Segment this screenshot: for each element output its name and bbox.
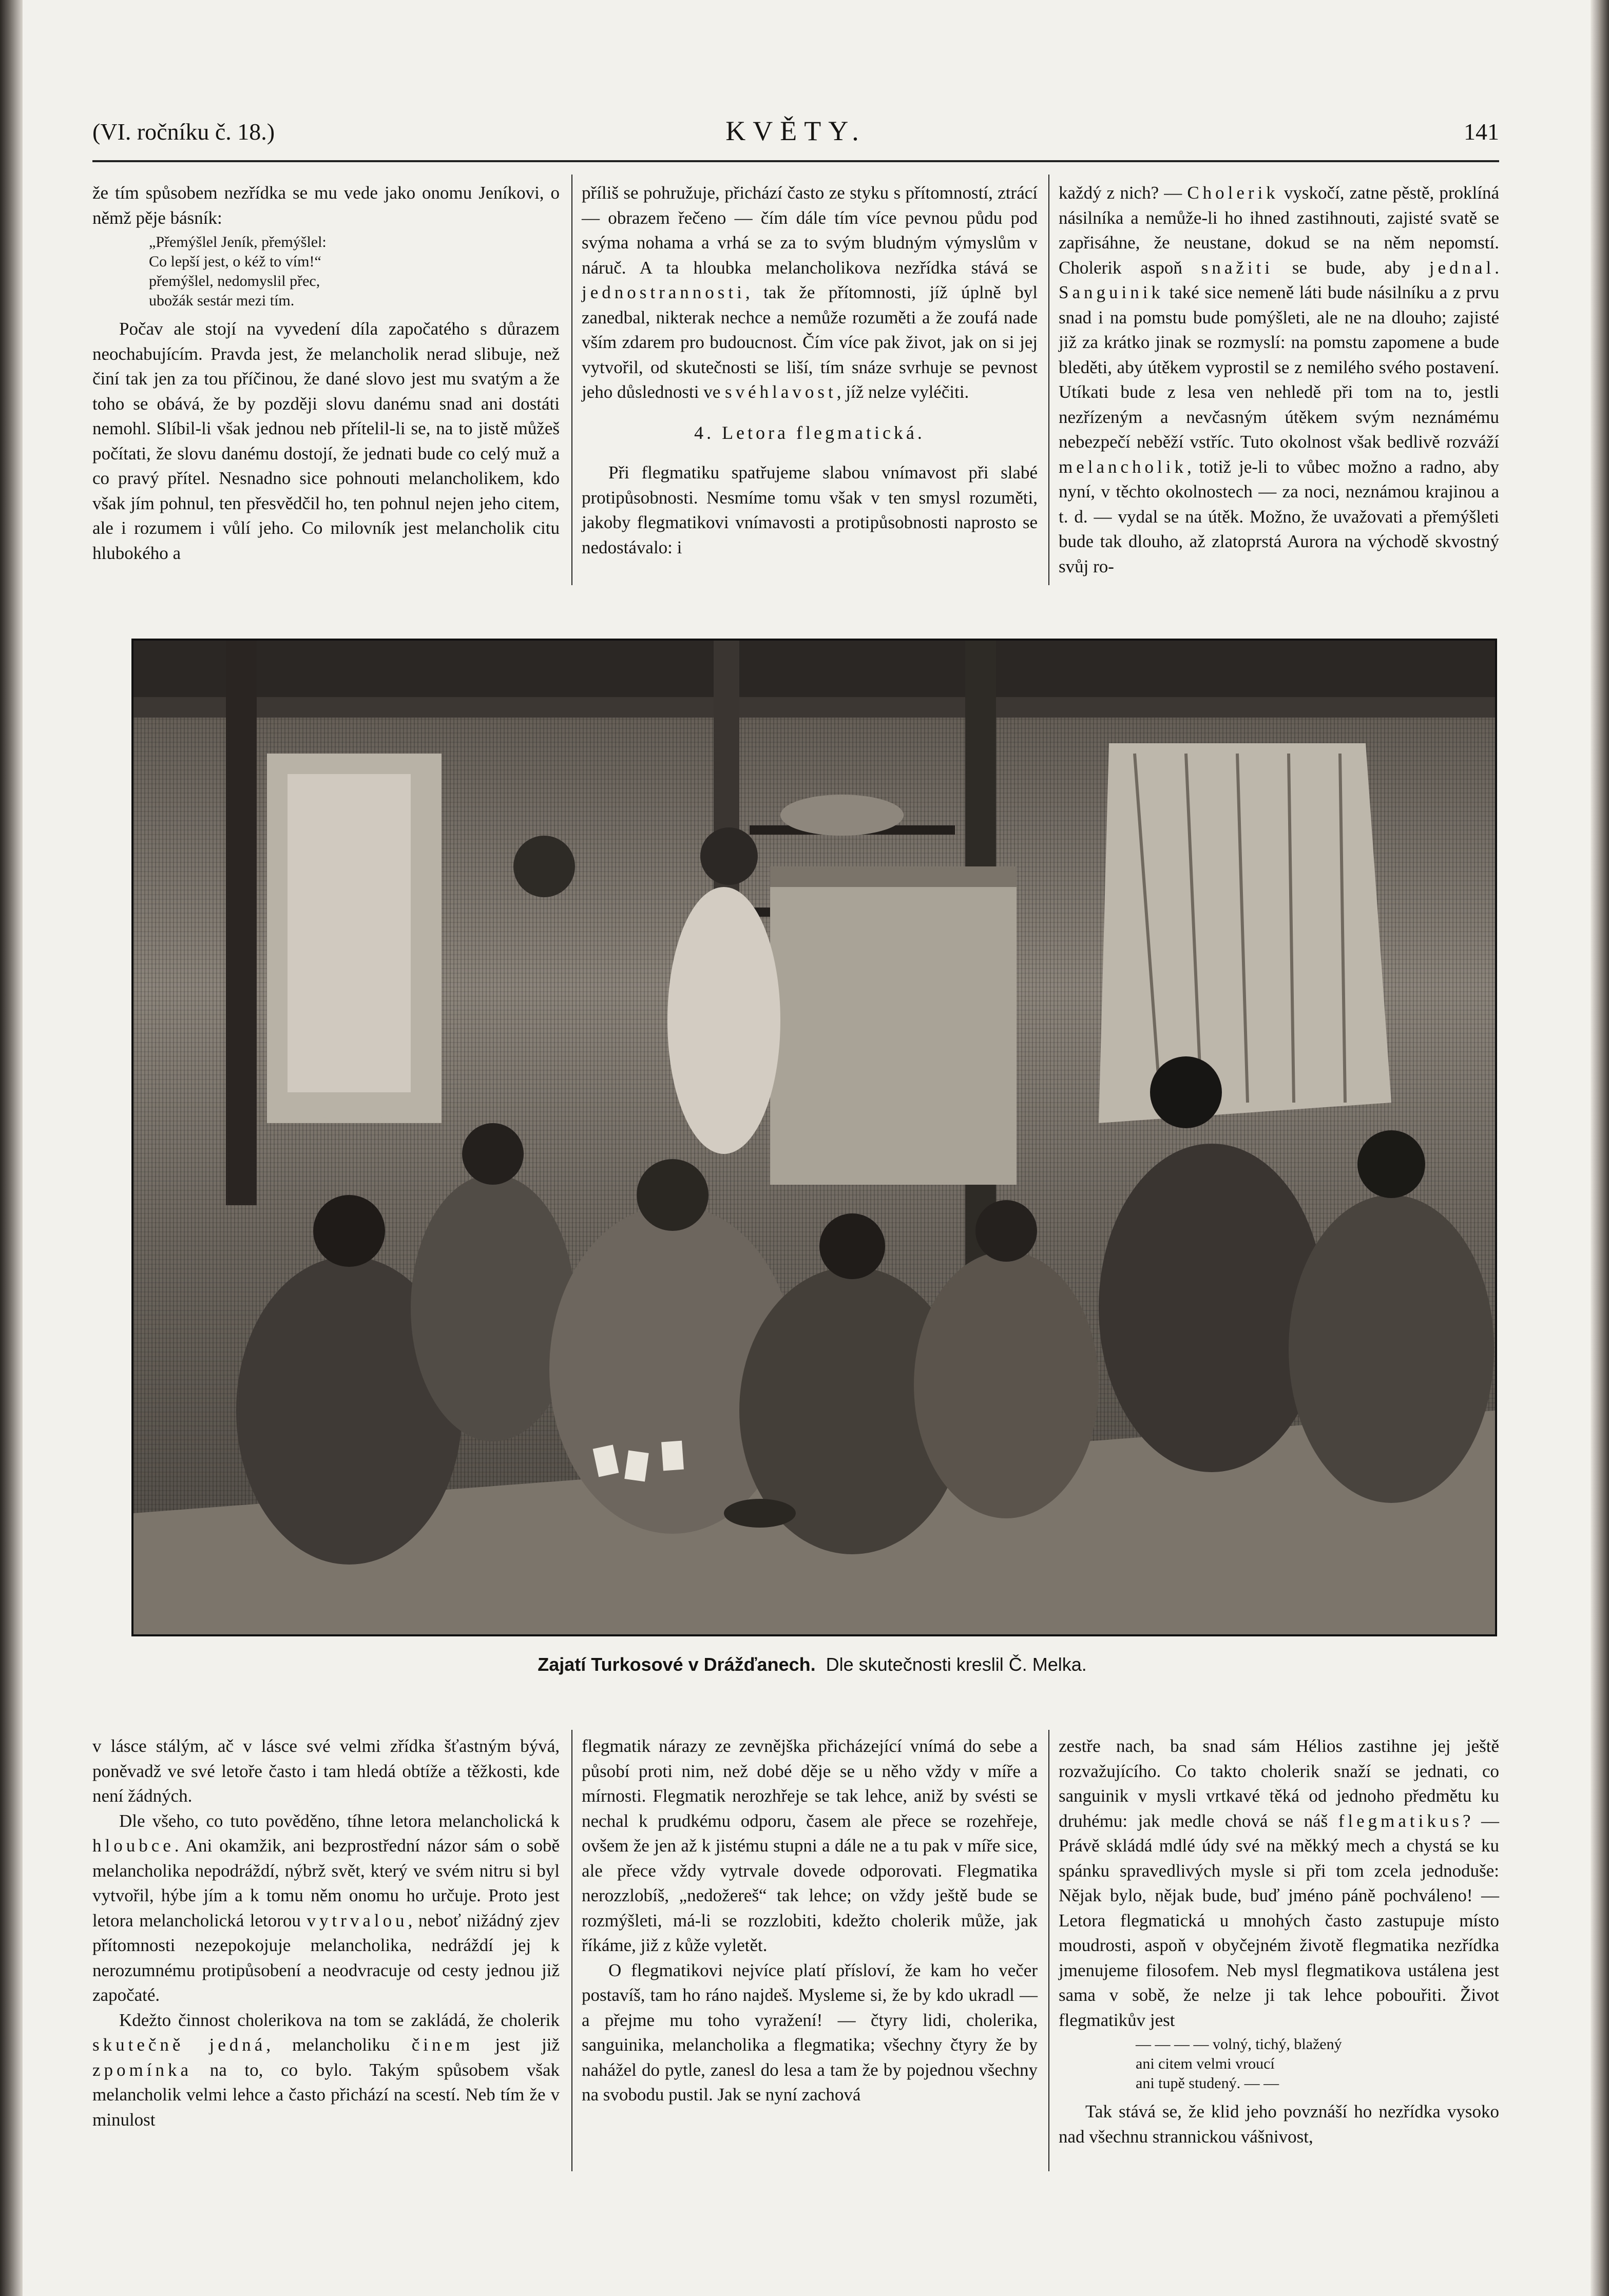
text-run: Kdežto činnost cholerikova na tom se zakládá, že cholerik [119, 2010, 560, 2030]
text-run: , melancholiku [266, 2035, 390, 2055]
column-divider [571, 1730, 572, 2171]
bottom-column-1 [92, 1734, 560, 2132]
paragraph: O flegmatikovi nejvíce platí přísloví, že kam ho večer postavíš, tam ho ráno najdeš. Mysleme si, že by kdo ukradl — a přejme mu toho vyražení! — čtyry lidi, cholerika, sanguinika, melancholika a flegmatika; všechny čtyry že by nahážel do pytle, zanesl do lesa a tam že by pojednou všechny na svobodu pustil. Jak se nyní zachová [582, 1960, 1038, 2105]
spaced-emphasis: Sanguinik [1059, 282, 1164, 302]
spaced-emphasis: melancholik [1059, 456, 1187, 477]
issue-label: (VI. ročníku č. 18.) [92, 119, 275, 145]
paragraph [1059, 181, 1499, 579]
page-number: 141 [1464, 119, 1499, 145]
paragraph [1059, 1734, 1499, 2033]
top-column-1 [92, 181, 560, 566]
text-run: příliš se pohružuje, přichází často ze styku s přítomností, ztrácí — obrazem řečeno — čím dále tím více pevnou půdu pod svýma nohama a vrhá se za to svým bludným výmyslům v náruč. A ta hloubka melancholikova nezřídka stává se [582, 183, 1038, 278]
poem-line: „Přemýšlel Jeník, přemýšlel: [149, 234, 327, 250]
text-run: na to, co bylo. Takým spůsobem však melancholik velmi lehce a často přichází na scestí. Neb tím že v minulost [92, 2059, 560, 2130]
paragraph: Tak stává se, že klid jeho povznáší ho nezřídka vysoko nad všechnu strannickou vášnivost, [1059, 2101, 1499, 2147]
bottom-column-2 [582, 1734, 1038, 2108]
top-column-3 [1059, 181, 1499, 579]
spaced-emphasis: jednal [1429, 257, 1495, 278]
text-run: zestře nach, ba snad sám Hélios zastihne jej ještě rozvažujícího. Co takto cholerik snaží se jednati, co sanguinik v mysli vrtkavé těká od jednoho předmětu ku druhému: jak medle chová se náš [1059, 1736, 1499, 1831]
page-edge-left [0, 0, 23, 2296]
journal-title: KVĚTY. [725, 115, 866, 146]
spaced-emphasis: Cholerik [1187, 183, 1279, 203]
paragraph: Při flegmatiku spatřujeme slabou vnímavost při slabé protipůsobnosti. Nesmíme tomu však v ten smysl rozuměti, jakoby flegmatikovi vnímavosti a protipůsobnosti naprosto se nedostávalo: i [582, 462, 1038, 557]
text-run: , totiž je-li to vůbec možno a radno, aby nyní, v těchto okolnostech — za noci, neznámou krajinou a t. d. — vydal se na útěk. Možno, že uvažovati a přemýšleti bude tak dlouho, až zlatoprstá Aurora na východě skvostný svůj ro- [1059, 456, 1499, 576]
illustration-caption [131, 1654, 1493, 1675]
paragraph [92, 2008, 560, 2133]
header-rule [92, 160, 1499, 162]
text-run: , jíž nelze vyléčiti. [836, 382, 969, 402]
spaced-emphasis: činem [411, 2035, 474, 2055]
text-run: vyskočí, zatne pěstě, proklíná násilníka a nemůže-li ho ihned zastihnouti, zajisté svatě se zapřisáhne, že neustane, dokud se na něm nepomstí. Cholerik aspoň [1059, 183, 1499, 278]
text-run: každý z nich? — [1059, 183, 1182, 203]
page-header [92, 113, 1499, 159]
paragraph [582, 181, 1038, 405]
spaced-emphasis: svéhlavost [725, 382, 837, 402]
paragraph: v lásce stálým, ač v lásce své velmi zřídka šťastným bývá, poněvadž ve své letoře často i tam hledá obtíže a těžkosti, kde není žádných. [92, 1736, 560, 1806]
caption-title: Zajatí Turkosové v Drážďanech. [538, 1654, 816, 1675]
text-run: , tak že přítomnosti, jíž úplně byl zanedbal, nikterak nechce a nemůže rozuměti a že zoufá nade vším zdarem pro budoucnost. Čím více pak život, jak on si jej vytvořil, od skutečnosti se liší, tím snáze svrhuje se pevnost jeho důslednosti ve [582, 282, 1038, 402]
poem-line: — — — — volný, tichý, blažený [1136, 2036, 1342, 2053]
engraving-scene [133, 641, 1495, 1634]
poem-line: přemýšlel, nedomyslil přec, [149, 273, 320, 290]
column-divider [1048, 1730, 1049, 2171]
spaced-emphasis: skutečně jedná [92, 2035, 266, 2055]
text-run: , neboť nižádný zjev přítomnosti nezepokojuje melancholika, nedráždí jej k nerozumnému protipůsobení a neodvracuje od cesty jednou již započaté. [92, 1910, 560, 2005]
paragraph [92, 1809, 560, 2008]
top-column-2 [582, 181, 1038, 560]
column-divider [1048, 175, 1049, 585]
spaced-emphasis: snažiti [1201, 257, 1274, 278]
text-run: také sice nemeně láti bude násilníku a z prvu snad i na pomstu bude pomýšleti, ale ne na dlouho; zajisté již za krátko jinak se rozmyslí: na pomstu zapomene a bude bleděti, aby útěkem vyprostil se z nemilého svého postavení. Utíkati bude z lesa ven nehledě při tom na to, jestli nezřízeným a nevčasným útěkem svým neznámému nebezpečí neběží vstříc. Tuto okolnost však bedlivě rozváží [1059, 282, 1499, 452]
text-run: jest již [495, 2035, 560, 2055]
poem-line: ubožák sestár mezi tím. [149, 292, 295, 309]
poem [149, 233, 560, 311]
poem-line: ani citem velmi vroucí [1136, 2055, 1275, 2072]
spaced-emphasis: vytrvalou [307, 1910, 408, 1931]
spaced-emphasis: hloubce [92, 1836, 175, 1856]
engraving-illustration [131, 639, 1497, 1636]
spaced-emphasis: zpomínka [92, 2059, 193, 2080]
text-run: se bude, aby [1292, 257, 1410, 278]
caption-credit: Dle skutečnosti kreslil Č. Melka. [826, 1654, 1087, 1675]
text-run: . [1495, 257, 1500, 278]
paragraph: že tím spůsobem nezřídka se mu vede jako onomu Jeníkovi, o němž pěje básník: [92, 183, 560, 228]
section-heading: 4. Letora flegmatická. [694, 422, 925, 443]
text-run: Dle všeho, co tuto pověděno, tíhne letora melancholická k [119, 1810, 560, 1831]
poem-line: Co lepší jest, o kéž to vím!“ [149, 253, 321, 270]
paragraph: Počav ale stojí na vyvedení díla započatého s důrazem neochabujícím. Pravda jest, že melancholik nerad slibuje, než činí tak jen za tou příčinou, že dané slovo jest mu svatým a že toho se obává, že by později slovu danému snad ani dostáti nemohl. Slíbil-li však jednou neb přítelil-li se, na to jistě můžeš počítati, že slovu danému dostojí, že jednati bude co celý muž a co pravý přítel. Nesnadno sice pohnouti melancholikem, kdo však jím pohnul, ten přesvědčil ho, ten pohnul nejen jeho citem, ale i rozumem i vůlí jeho. Co milovník jest melancholik citu hlubokého a [92, 319, 560, 563]
poem [1136, 2035, 1499, 2093]
spaced-emphasis: jednostrannosti [582, 282, 745, 302]
bottom-column-3 [1059, 1734, 1499, 2149]
text-run: ? — Právě skládá mdlé údy své na měkký mech a chystá se ku spánku spravedlivých mysle si při tom zcela jednoduše: Nějak bylo, nějak bude, buď jméno páně pochváleno! — Letora flegmatická u mnohých často zastupuje místo moudrosti, aspoň v obyčejném životě flegmatika nezřídka jmenujeme filosofem. Neb mysl flegmatikova ustálena jest sama v sobě, že nelze ji tak lehce pobouřiti. Život flegmatikův jest [1059, 1810, 1500, 2030]
paragraph: flegmatik nárazy ze zevnějška přicházející vnímá do sebe a působí proti nim, než dobé děje se u něho vždy v míře a mírnosti. Flegmatik nerozhřeje se tak lehce, aniž by svésti se nechal k prudkému odporu, časem ale přece se rozehřeje, ovšem že jen až k jistému stupni a dále ne a tu pak v míře sice, ale přece vždy vytrvale dovede odporovati. Flegmatika nerozzlobíš, „nedožereš“ tak lehce; on vždy ještě bude se rozmýšleti, má-li se rozzlobiti, kdežto cholerik může, jak říkáme, již z kůže vyletět. [582, 1736, 1038, 1955]
column-divider [571, 175, 572, 585]
text-run: . Ani okamžik, ani bezprostřední názor sám o sobě melancholika nepodráždí, nýbrž svět, který ve svém nitru si byl vytvořil, hýbe jím a k tomu něm onomu ho určuje. Proto jest letora melancholická letorou [92, 1836, 560, 1931]
page-edge-right [1591, 0, 1609, 2296]
poem-line: ani tupě studený. — — [1136, 2075, 1279, 2092]
spaced-emphasis: flegmatikus [1338, 1810, 1463, 1831]
